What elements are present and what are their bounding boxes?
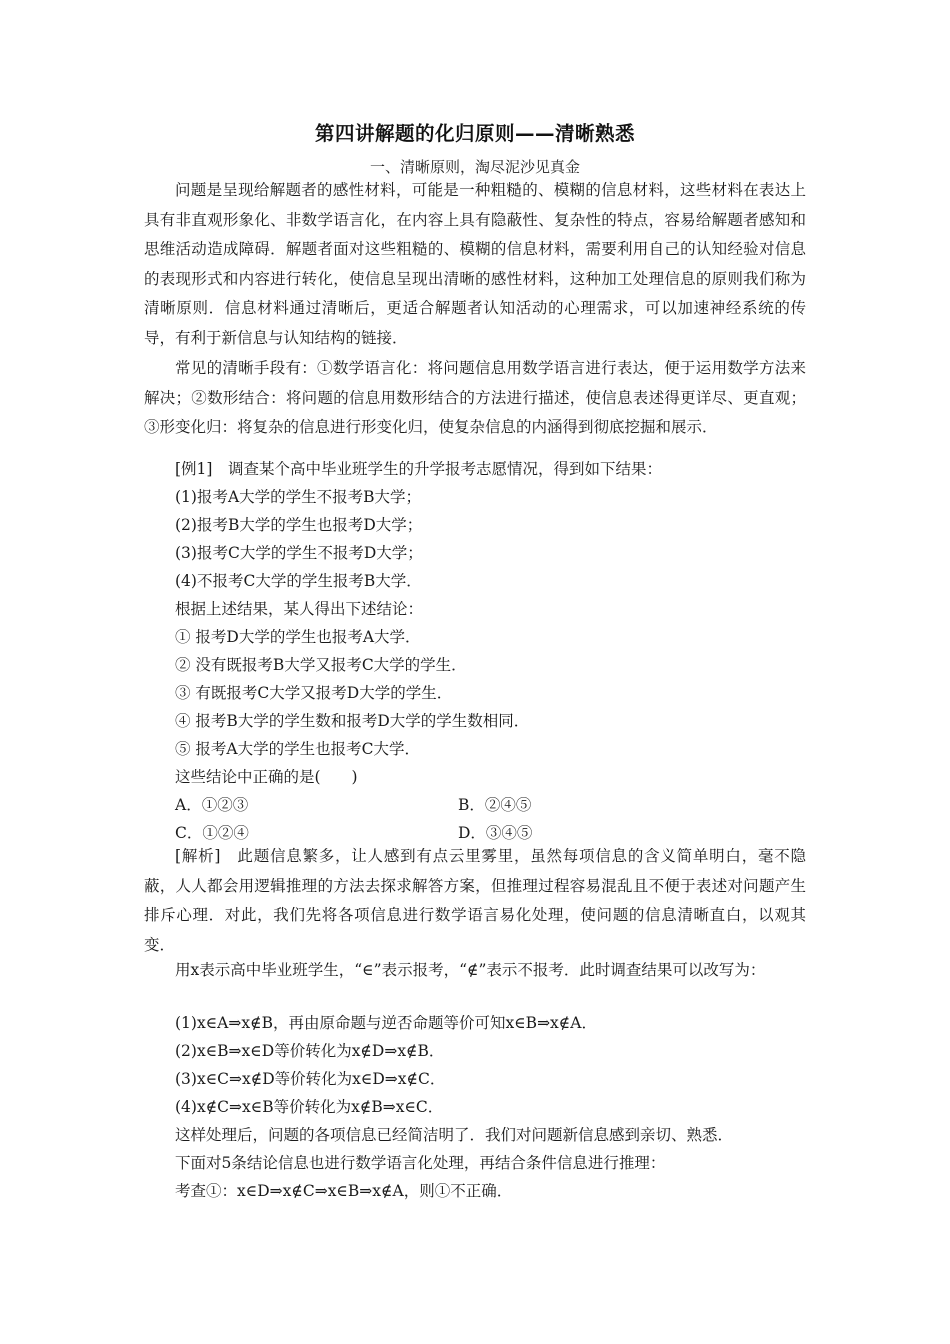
option-d: D．③④⑤ bbox=[458, 824, 533, 842]
option-b: B．②④⑤ bbox=[458, 796, 532, 814]
condition-2: (2)报考B大学的学生也报考D大学； bbox=[175, 516, 423, 534]
question: 这些结论中正确的是( ) bbox=[175, 768, 358, 786]
rewrite-paragraph: 用x表示高中毕业班学生，“∈”表示报考，“∉”表示不报考．此时调查结果可以改写为： bbox=[175, 961, 766, 979]
condition-3: (3)报考C大学的学生不报考D大学； bbox=[175, 544, 423, 562]
check-1: 考查①：x∈D⇒x∉C⇒x∈B⇒x∉A，则①不正确． bbox=[175, 1182, 513, 1200]
conclusion-1: ① 报考D大学的学生也报考A大学． bbox=[175, 628, 421, 646]
after-text-2: 下面对5条结论信息也进行数学语言化处理，再结合条件信息进行推理： bbox=[175, 1154, 666, 1172]
intro-paragraph: 问题是呈现给解题者的感性材料，可能是一种粗糙的、模糊的信息材料，这些材料在表达上具有非直观形象化、非数学语言化，在内容上具有隐蔽性、复杂性的特点，容易给解题者感知和思维活动造成障碍．解题者面对这些粗糙的、模糊的信息材料，需要利用自己的认知经验对信息的表现形式和内容进行转化，使信息呈现出清晰的感性材料，这种加工处理信息的原则我们称为清晰原则．信息材料通过清晰后，更适合解题者认知活动的心理需求，可以加速神经系统的传导，有利于新信息与认知结构的链接． bbox=[144, 181, 806, 347]
formula-4: (4)x∉C⇒x∈B等价转化为x∉B⇒x∈C． bbox=[175, 1098, 444, 1116]
conclusion-2: ② 没有既报考B大学又报考C大学的学生． bbox=[175, 656, 467, 674]
conclusion-5: ⑤ 报考A大学的学生也报考C大学． bbox=[175, 740, 420, 758]
condition-4: (4)不报考C大学的学生报考B大学． bbox=[175, 572, 422, 590]
methods-paragraph: 常见的清晰手段有：①数学语言化：将问题信息用数学语言进行表达，便于运用数学方法来解决；②数形结合：将问题的信息用数形结合的方法进行描述，使信息表述得更详尽、更直观；③形变化归：将复杂的信息进行形变化归，使复杂信息的内涵得到彻底挖掘和展示． bbox=[144, 359, 806, 437]
conclusion-4: ④ 报考B大学的学生数和报考D大学的学生数相同． bbox=[175, 712, 530, 730]
page-title: 第四讲解题的化归原则——清晰熟悉 bbox=[314, 122, 635, 145]
option-a: A．①②③ bbox=[175, 796, 249, 814]
analysis-paragraph: [解析] 此题信息繁多，让人感到有点云里雾里，虽然每项信息的含义简单明白，毫不隐蔽，人人都会用逻辑推理的方法去探求解答方案，但推理过程容易混乱且不便于表述对问题产生排斥心理．对此，我们先将各项信息进行数学语言易化处理，使问题的信息清晰直白，以观其变． bbox=[144, 847, 806, 954]
after-text-1: 这样处理后，问题的各项信息已经简洁明了．我们对问题新信息感到亲切、熟悉． bbox=[175, 1126, 734, 1144]
conclusion-3: ③ 有既报考C大学又报考D大学的学生． bbox=[175, 684, 453, 702]
condition-1: (1)报考A大学的学生不报考B大学； bbox=[175, 488, 422, 506]
section-heading: 一、清晰原则，淘尽泥沙见真金 bbox=[369, 158, 580, 176]
formula-1: (1)x∈A⇒x∉B，再由原命题与逆否命题等价可知x∈B⇒x∉A． bbox=[175, 1014, 597, 1032]
example-intro: [例1] 调查某个高中毕业班学生的升学报考志愿情况，得到如下结果： bbox=[175, 460, 662, 478]
formula-3: (3)x∈C⇒x∉D等价转化为x∈D⇒x∉C． bbox=[175, 1070, 446, 1088]
option-c: C．①②④ bbox=[175, 824, 249, 842]
conclusions-lead: 根据上述结果，某人得出下述结论： bbox=[175, 600, 424, 618]
formula-2: (2)x∈B⇒x∈D等价转化为x∉D⇒x∉B． bbox=[175, 1042, 445, 1060]
